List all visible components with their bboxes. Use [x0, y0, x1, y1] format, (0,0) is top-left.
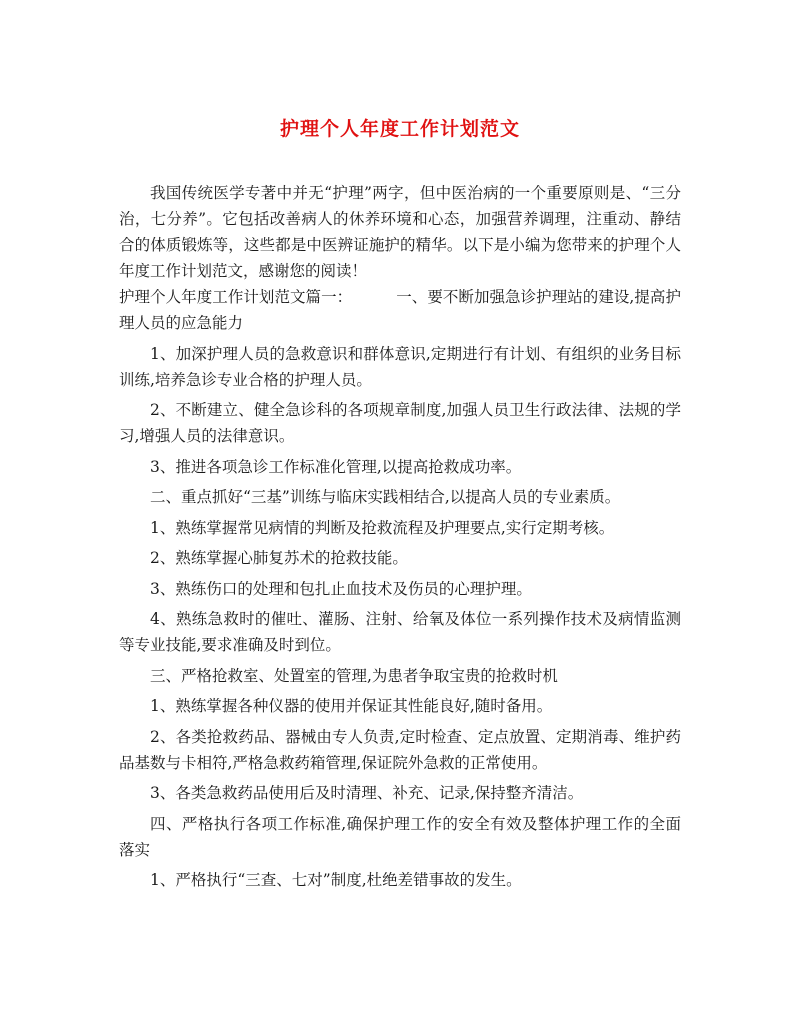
intro-paragraph: 我国传统医学专著中并无“护理”两字，但中医治病的一个重要原则是、“三分治，七分养”。它包括改善病人的休养环境和心态，加强营养调理，注重动、静结合的体质锻炼等，这些都是中医辨证施护的精华。以下是小编为您带来的护理个人年度工作计划范文，感谢您的阅读！: [119, 184, 681, 280]
paragraph: 四、严格执行各项工作标准,确保护理工作的安全有效及整体护理工作的全面落实: [119, 814, 681, 859]
paragraph: 2、各类抢救药品、器械由专人负责,定时检查、定点放置、定期消毒、维护药品基数与卡相符,严格急救药箱管理,保证院外急救的正常使用。: [119, 727, 681, 772]
paragraph: 1、熟练掌握各种仪器的使用并保证其性能良好,随时备用。: [150, 697, 553, 715]
paragraph: 3、推进各项急诊工作标准化管理,以提高抢救成功率。: [150, 457, 522, 476]
document-body: [119, 180, 681, 893]
document-title: 护理个人年度工作计划范文: [279, 118, 520, 140]
section-heading: [119, 284, 681, 336]
paragraph: 三、严格抢救室、处置室的管理,为患者争取宝贵的抢救时机: [150, 666, 558, 685]
paragraph: 3、熟练伤口的处理和包扎止血技术及伤员的心理护理。: [150, 579, 532, 598]
paragraph: 2、不断建立、健全急诊科的各项规章制度,加强人员卫生行政法律、法规的学习,增强人员的法律意识。: [119, 401, 681, 445]
paragraph: 1、熟练掌握常见病情的判断及抢救流程及护理要点,实行定期考核。: [150, 518, 615, 537]
paragraph: 1、严格执行“三查、七对”制度,杜绝差错事故的发生。: [150, 871, 522, 889]
paragraph: 2、熟练掌握心肺复苏术的抢救技能。: [150, 549, 408, 567]
paragraph: 二、重点抓好“三基”训练与临床实践相结合,以提高人员的专业素质。: [150, 488, 621, 506]
section-first-item: 一、要不断加强急诊护理站的建设,提高护理人员的应急能力: [119, 288, 681, 332]
section-label: 护理个人年度工作计划范文篇一：: [119, 288, 353, 306]
paragraph: 3、各类急救药品使用后及时清理、补充、记录,保持整齐清洁。: [150, 784, 584, 802]
paragraph: 1、加深护理人员的急救意识和群体意识,定期进行有计划、有组织的业务目标训练,培养急诊专业合格的护理人员。: [119, 344, 681, 389]
paragraph: 4、熟练急救时的催吐、灌肠、注射、给氧及体位一系列操作技术及病情监测等专业技能,要求准确及时到位。: [119, 610, 681, 654]
